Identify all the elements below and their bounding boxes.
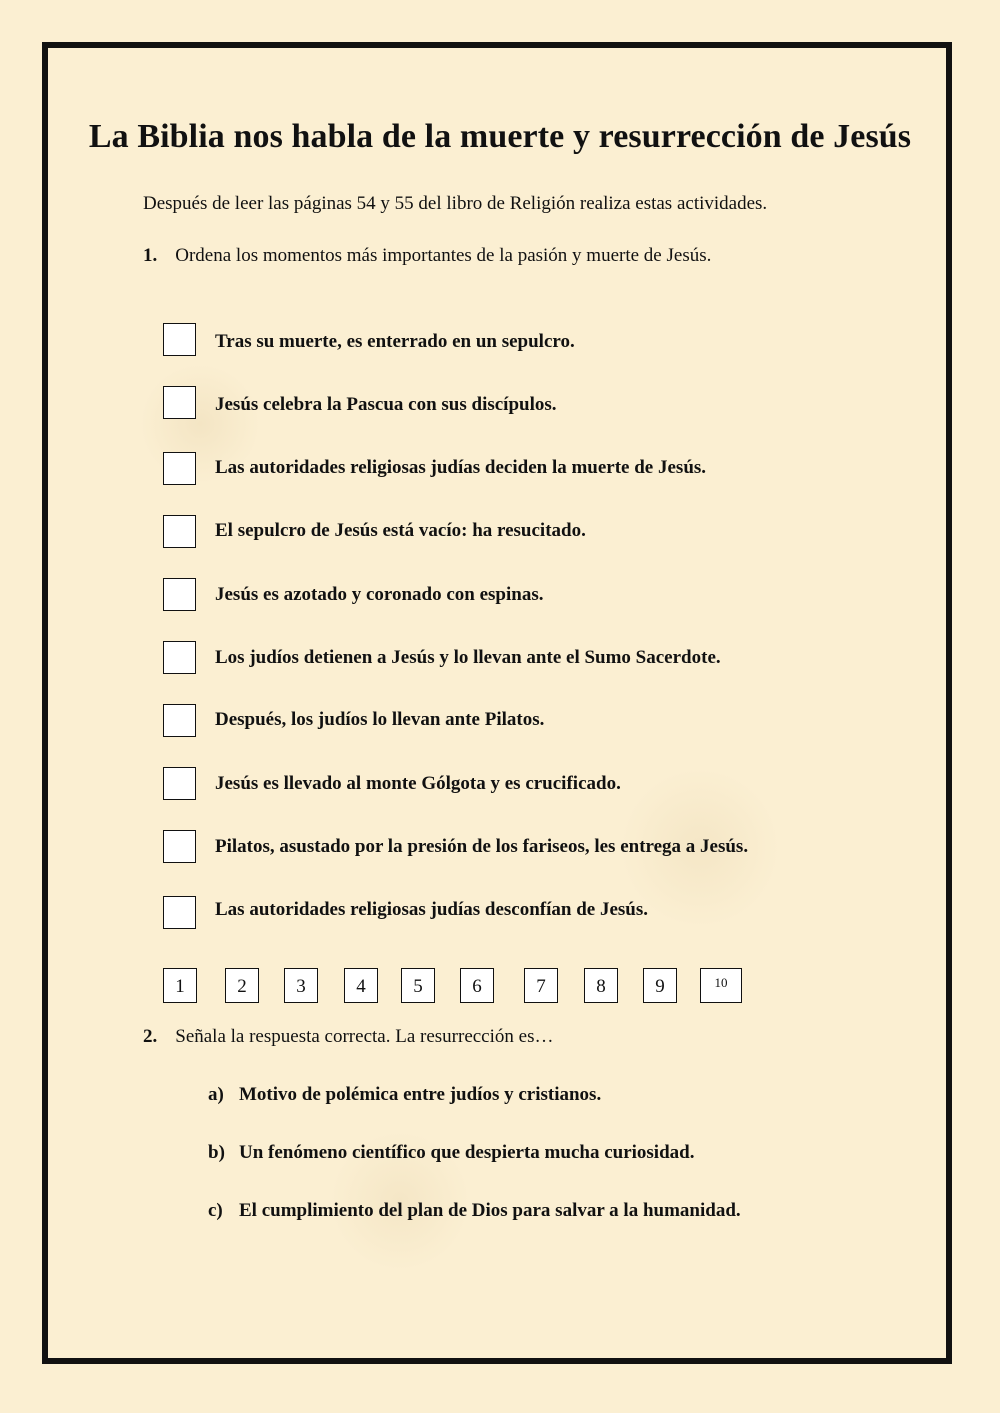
number-tile-1[interactable]: 1 xyxy=(163,968,197,1003)
order-item-5: Jesús es azotado y coronado con espinas. xyxy=(215,584,544,605)
question-2-text: Señala la respuesta correcta. La resurrección es… xyxy=(175,1026,554,1047)
order-box-8[interactable] xyxy=(163,767,196,800)
order-item-8: Jesús es llevado al monte Gólgota y es crucificado. xyxy=(215,773,621,794)
order-box-4[interactable] xyxy=(163,515,196,548)
option-a-text[interactable]: Motivo de polémica entre judíos y cristianos. xyxy=(239,1084,602,1105)
number-tile-3[interactable]: 3 xyxy=(284,968,318,1003)
order-box-1[interactable] xyxy=(163,323,196,356)
number-tile-4[interactable]: 4 xyxy=(344,968,378,1003)
order-item-10: Las autoridades religiosas judías desconfían de Jesús. xyxy=(215,899,649,920)
order-item-7: Después, los judíos lo llevan ante Pilatos. xyxy=(215,709,545,730)
order-item-3: Las autoridades religiosas judías deciden la muerte de Jesús. xyxy=(215,457,707,478)
order-item-2: Jesús celebra la Pascua con sus discípulos. xyxy=(215,394,557,415)
page-title: La Biblia nos habla de la muerte y resurrección de Jesús xyxy=(88,118,912,155)
order-item-9: Pilatos, asustado por la presión de los fariseos, les entrega a Jesús. xyxy=(215,836,749,857)
number-tile-10[interactable]: 10 xyxy=(700,968,742,1003)
order-item-6: Los judíos detienen a Jesús y lo llevan ante el Sumo Sacerdote. xyxy=(215,647,721,668)
order-box-9[interactable] xyxy=(163,830,196,863)
question-2 xyxy=(143,1026,553,1048)
order-box-7[interactable] xyxy=(163,704,196,737)
number-tile-7[interactable]: 7 xyxy=(524,968,558,1003)
option-c-text[interactable]: El cumplimiento del plan de Dios para salvar a la humanidad. xyxy=(239,1200,741,1221)
order-box-3[interactable] xyxy=(163,452,196,485)
order-box-6[interactable] xyxy=(163,641,196,674)
number-tile-2[interactable]: 2 xyxy=(225,968,259,1003)
order-item-1: Tras su muerte, es enterrado en un sepulcro. xyxy=(215,331,575,352)
option-c-letter[interactable]: c) xyxy=(208,1200,223,1221)
number-tile-6[interactable]: 6 xyxy=(460,968,494,1003)
question-1-text: Ordena los momentos más importantes de la pasión y muerte de Jesús. xyxy=(175,245,712,266)
option-b-letter[interactable]: b) xyxy=(208,1142,225,1163)
order-box-5[interactable] xyxy=(163,578,196,611)
number-tile-5[interactable]: 5 xyxy=(401,968,435,1003)
number-tile-9[interactable]: 9 xyxy=(643,968,677,1003)
order-box-2[interactable] xyxy=(163,386,196,419)
question-1 xyxy=(143,245,711,267)
order-box-10[interactable] xyxy=(163,896,196,929)
number-tile-8[interactable]: 8 xyxy=(584,968,618,1003)
question-1-number: 1. xyxy=(143,245,158,266)
page-border xyxy=(42,42,952,1364)
order-item-4: El sepulcro de Jesús está vacío: ha resucitado. xyxy=(215,520,586,541)
option-a-letter[interactable]: a) xyxy=(208,1084,224,1105)
question-2-number: 2. xyxy=(143,1026,158,1047)
option-b-text[interactable]: Un fenómeno científico que despierta mucha curiosidad. xyxy=(239,1142,695,1163)
intro-text: Después de leer las páginas 54 y 55 del libro de Religión realiza estas actividades. xyxy=(143,193,768,214)
